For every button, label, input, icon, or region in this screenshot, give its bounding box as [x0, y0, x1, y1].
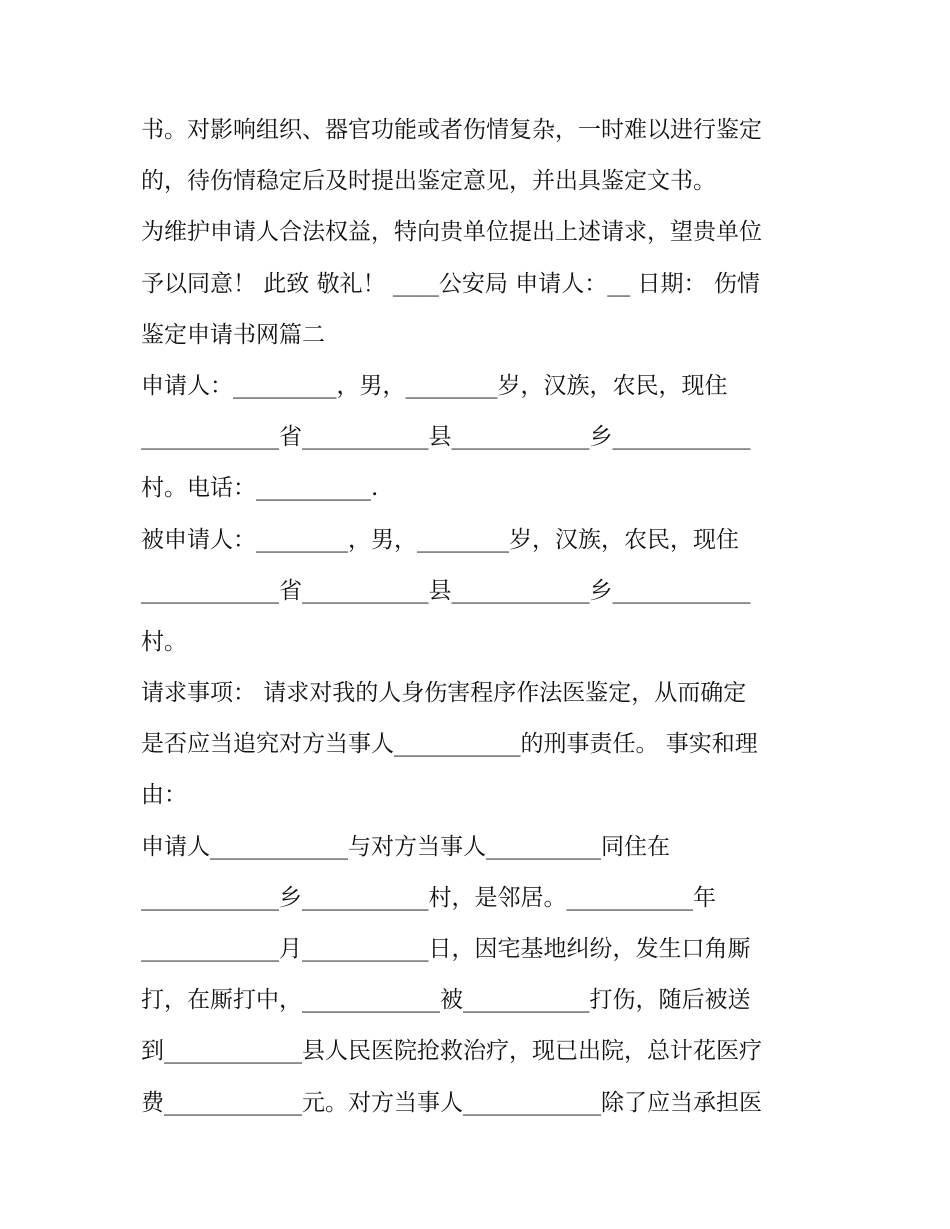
- text-line: 予以同意！ 此致 敬礼！ ____公安局 申请人：__ 日期： 伤情: [141, 270, 760, 297]
- text-line: 是否应当追究对方当事人___________的刑事责任。 事实和理: [141, 731, 758, 758]
- text-line: 申请人：_________，男，________岁，汉族，农民，现住: [141, 372, 728, 399]
- text-line: 到____________县人民医院抢救治疗，现已出院，总计花医疗: [141, 1038, 762, 1065]
- text-line: 村。电话：__________.: [141, 475, 379, 502]
- document-body: [141, 105, 821, 1129]
- text-line: 书。对影响组织、器官功能或者伤情复杂，一时难以进行鉴定: [141, 117, 762, 143]
- text-line: ____________月___________日，因宅基地纠纷，发生口角厮: [141, 936, 751, 962]
- text-line: ____________省___________县____________乡____________: [141, 577, 751, 604]
- text-line: 费____________元。对方当事人____________除了应当承担医: [141, 1089, 762, 1116]
- text-line: ____________省___________县____________乡____________: [141, 424, 751, 451]
- text-line: ____________乡___________村，是邻居。___________年: [141, 884, 716, 911]
- text-line: 村。: [141, 628, 187, 655]
- text-line: 为维护申请人合法权益，特向贵单位提出上述请求，望贵单位: [141, 219, 762, 246]
- text-line: 请求事项： 请求对我的人身伤害程序作法医鉴定，从而确定: [141, 680, 747, 707]
- text-line: 由：: [141, 782, 187, 809]
- text-line: 被申请人：________，男，________岁，汉族，农民，现住: [141, 526, 739, 553]
- text-line: 的，待伤情稳定后及时提出鉴定意见，并出具鉴定文书。: [141, 168, 716, 195]
- text-line: 申请人____________与对方当事人__________同住在: [141, 833, 670, 860]
- section-heading: 鉴定申请书网篇二: [141, 321, 325, 348]
- text-line: 打，在厮打中，____________被___________打伤，随后被送: [141, 987, 751, 1014]
